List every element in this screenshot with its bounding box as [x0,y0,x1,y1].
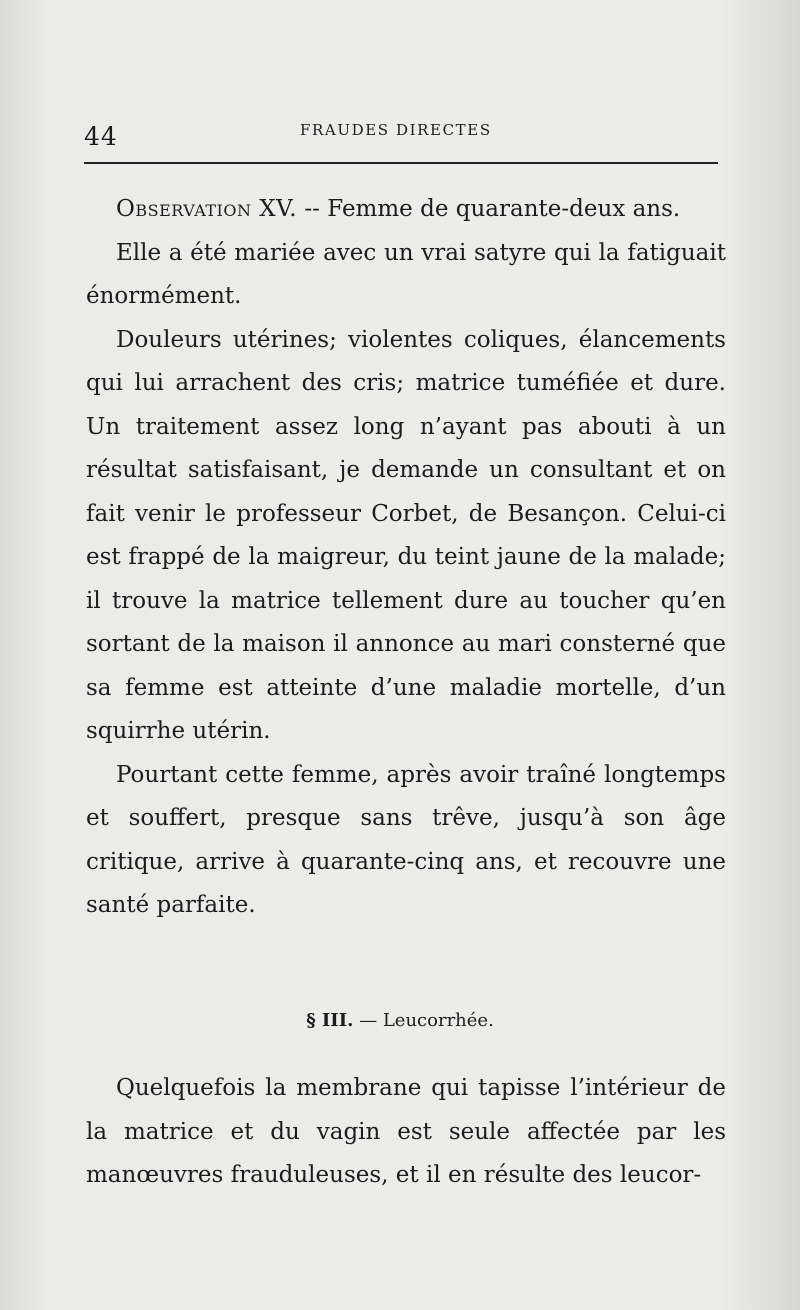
section-heading [0,1010,800,1031]
section-number: § III. [306,1010,354,1031]
observation-intro: -- Femme de quarante-deux ans. [297,196,681,222]
section-title: — Leucorrhée. [353,1010,494,1031]
section-body [86,1067,726,1198]
body-text [86,188,726,928]
observation-label: Observation XV. [116,196,298,222]
paragraph: Douleurs utérines; violentes coliques, élancements qui lui arrachent des cris; matrice tuméfiée et dure. Un traitement assez long n’ayant pas abouti à un résultat satisfaisant, je demande un consultant et on fait venir le professeur Corbet, de Besançon. Celui-ci est frappé de la maigreur, du teint jaune de la malade; il trouve la matrice tellement dure au toucher qu’en sortant de la maison il annonce au mari consterné que sa femme est atteinte d’une maladie mortelle, d’un squirrhe utérin. [86,326,726,744]
page-number: 44 [84,122,118,151]
observation-paragraph [86,188,726,232]
header-rule [84,162,718,164]
paragraph: Pourtant cette femme, après avoir traîné longtemps et souffert, presque sans trêve, jusqu’à son âge critique, arrive à quarante-cinq ans, et recouvre une santé parfaite. [86,761,726,918]
paragraph: Elle a été mariée avec un vrai satyre qui la fatiguait énormément. [86,239,726,309]
paragraph: Quelquefois la membrane qui tapisse l’intérieur de la matrice et du vagin est seule affectée par les manœuvres frauduleuses, et il en résulte des leucor- [86,1075,726,1188]
running-title: FRAUDES DIRECTES [300,121,492,139]
